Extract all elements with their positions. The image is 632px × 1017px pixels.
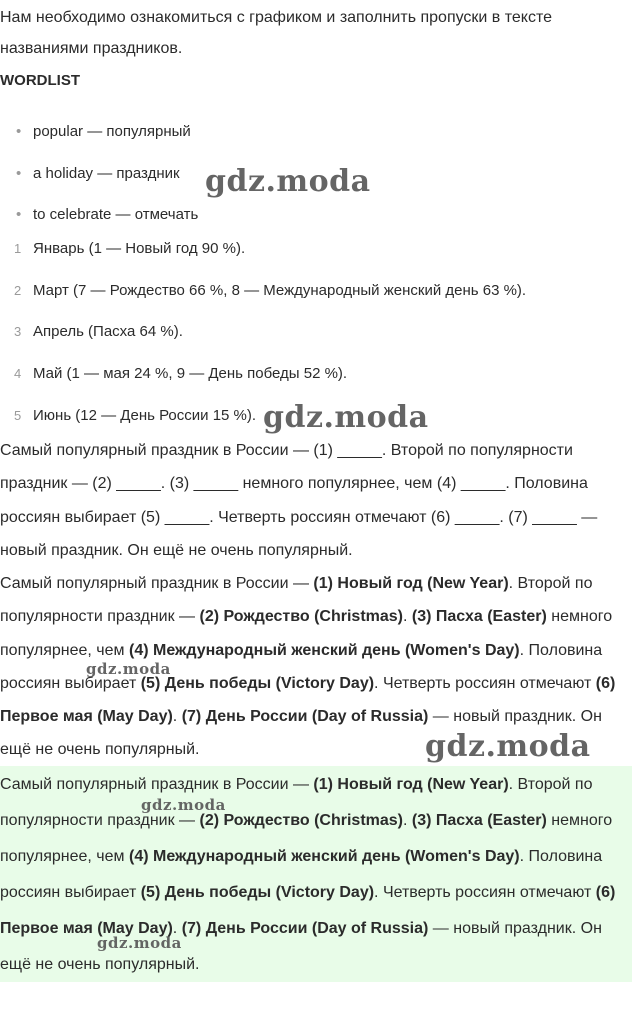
watermark: gdz.moda (205, 164, 371, 199)
watermark: gdz.moda (97, 934, 182, 952)
watermark: gdz.moda (141, 796, 226, 814)
month-item: 2 Март (7 — Рождество 66 %, 8 — Международный женский день 63 %). (14, 282, 527, 299)
answer-text: Самый популярный праздник в России — (1) Новый год (New Year). Второй по популярности праздник — (2) Рождество (Christmas). (3) Пасха (Easter) немного популярнее, чем (4) Международный женский день (Women's Day). Половина россиян выбирает (5) День победы (Victory Day). Четверть россиян отмечают (6) Первое мая (May Day). (7) День России (Day of Russia) — новый праздник. Он ещё не очень популярный. (0, 575, 616, 759)
month-item: 4 Май (1 — мая 24 %, 9 — День победы 52 %). (14, 365, 348, 382)
watermark: gdz.moda (86, 660, 171, 678)
bullet-icon: • (16, 165, 22, 182)
task-text: Самый популярный праздник в России — (1) _____. Второй по популярности праздник — (2) _____. (3) _____ немного популярнее, чем (4) _____. Половина россиян выбирает (5) _____. Четверть россиян отмечают (6) _____. (7) _____ — новый праздник. Он ещё не очень популярный. (0, 442, 598, 559)
intro-text: Нам необходимо ознакомиться с графиком и заполнить пропуски в тексте названиями праздников. (0, 9, 553, 57)
bullet-icon: • (16, 123, 22, 140)
bullet-icon: • (16, 206, 22, 223)
watermark: gdz.moda (425, 729, 591, 764)
watermark: gdz.moda (263, 400, 429, 435)
wordlist-item: • a holiday — праздник (16, 165, 180, 182)
wordlist-item: • popular — популярный (16, 123, 191, 140)
wordlist-item: • to celebrate — отмечать (16, 206, 199, 223)
answer-text-highlighted: Самый популярный праздник в России — (1) Новый год (New Year). Второй по популярности праздник — (2) Рождество (Christmas). (3) Пасха (Easter) немного популярнее, чем (4) Международный женский день (Women's Day). Половина россиян выбирает (5) День победы (Victory Day). Четверть россиян отмечают (6) Первое мая (May Day). (7) День России (Day of Russia) — новый праздник. Он ещё не очень популярный. (0, 776, 616, 973)
month-item: 3 Апрель (Пасха 64 %). (14, 323, 183, 340)
month-item: 1 Январь (1 — Новый год 90 %). (14, 240, 246, 257)
month-item: 5 Июнь (12 — День России 15 %). (14, 407, 257, 424)
wordlist-title: WORDLIST (0, 72, 80, 89)
